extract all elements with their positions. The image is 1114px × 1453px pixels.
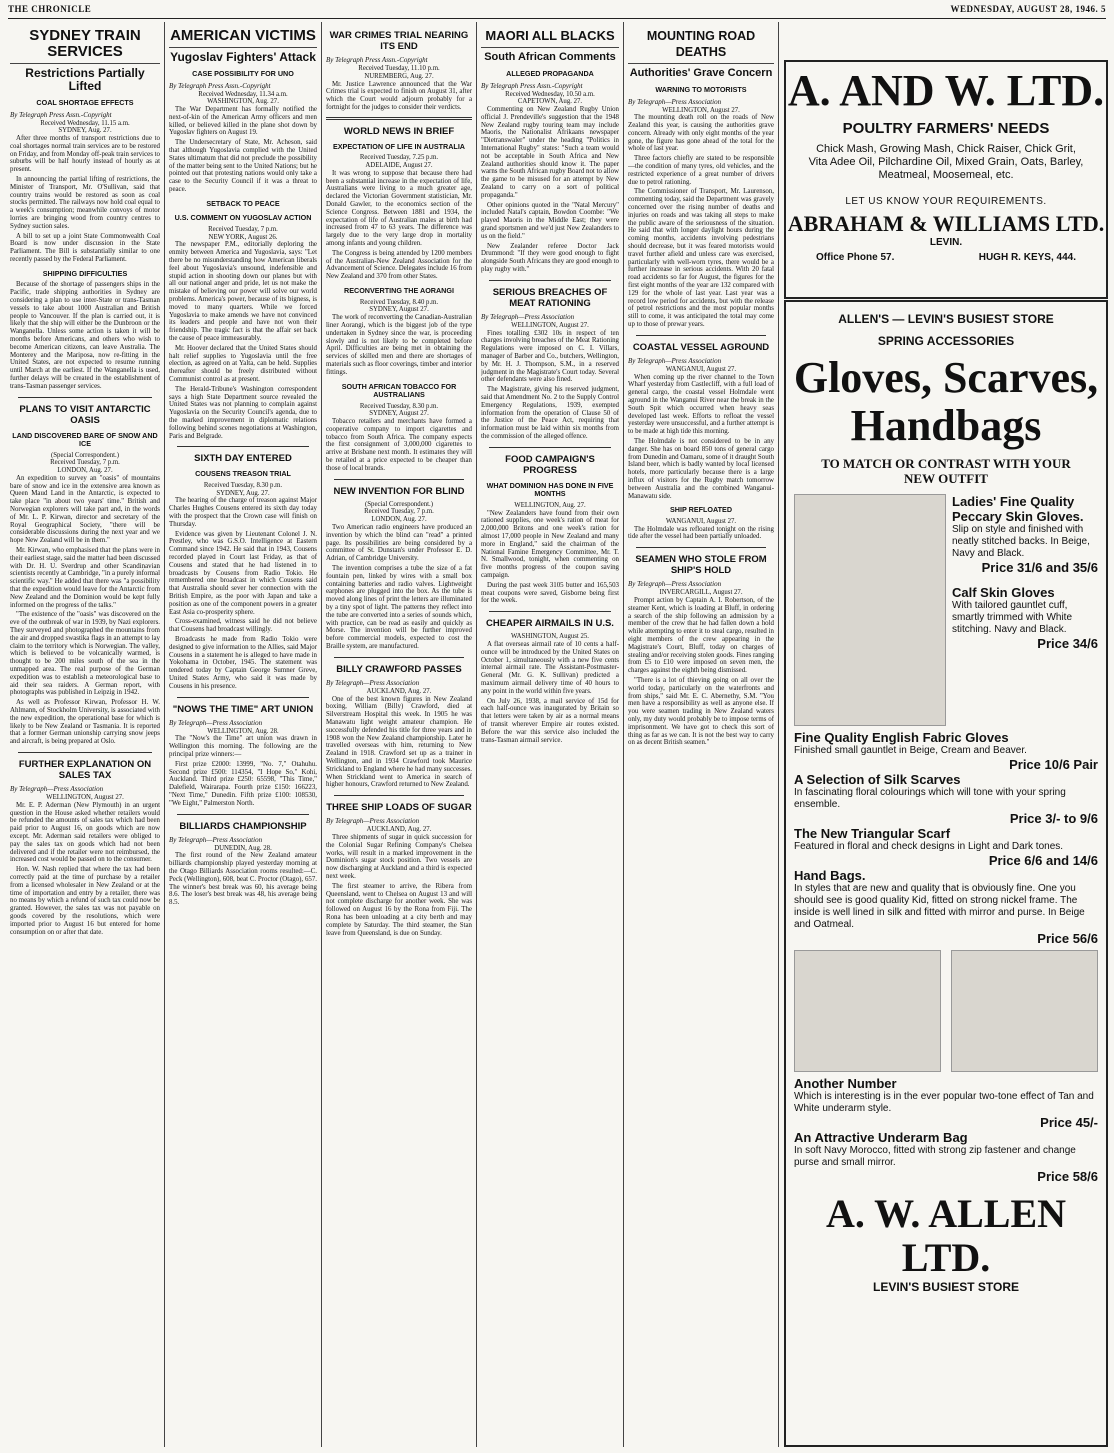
headline: COASTAL VESSEL AGROUND: [632, 341, 770, 353]
column-rule: [321, 22, 322, 1447]
dateline: WELLINGTON, Aug. 28.: [207, 727, 279, 735]
advert-manager: HUGH R. KEYS, 444.: [978, 252, 1076, 263]
subheading: SETBACK TO PEACE: [206, 198, 280, 208]
headline: MAORI ALL BLACKS: [485, 28, 615, 43]
advert-store: ALLEN'S — LEVIN'S BUSIEST STORE: [838, 312, 1054, 326]
paragraph: The mounting death roll on the roads of New Zealand this year, is causing the authorities grave concern. Already with only eight months of the year gone, the figure has gone ahead of the total for the whole of last year.: [628, 114, 774, 153]
column-4: [481, 22, 619, 1447]
dateline: CAPETOWN, Aug. 27.: [517, 98, 583, 106]
dateline: Received Tuesday, 8.30 p.m.: [203, 481, 283, 489]
paragraph: The invention comprises a tube the size of a fat fountain pen, linked by wires with a small box containing batteries and radio valves. Lightweight earphones are plugged into the box. As the tube is moved along lines of print the letters are illuminated by a tiny spot of light. The patterns they reflect into the tube are converted into a series of sounds which, with practice, can be read as easily and quickly as Morse. The invention will be further improved before commercial models, expected to cost the Braille system, are manufactured.: [326, 565, 472, 651]
dateline: (Special Correspondent.): [365, 500, 433, 508]
dateline: Received Tuesday, 8.30 p.m.: [359, 402, 439, 410]
paragraph: Mr. Kirwan, who emphasised that the plans were in their earliest stage, said the matter had been discussed with Dr. H. U. Sverdrup and other Scandinavian scientists recently at Cambridge, "in a purely informal scientific way." He added that there was "a possibility that the expedition would leave for the Antarctic from New Zealand and the Dominion would be kept fully informed on the progress of the talks.": [10, 547, 160, 609]
product-title: Fine Quality English Fabric Gloves: [794, 730, 1009, 745]
paragraph: The hearing of the charge of treason against Major Charles Hughes Cousens entered its sixth day today with the prospect that the Crown case will finish on Thursday.: [169, 497, 317, 528]
column-rule: [164, 22, 165, 1447]
headline: WORLD NEWS IN BRIEF: [343, 125, 455, 137]
headline: South African Comments: [481, 47, 619, 64]
product-price: Price 56/6: [1037, 931, 1098, 946]
paragraph: The Commissioner of Transport, Mr. Laurenson, commenting today, said the Department was gravely concerned over the rising number of deaths and injuries on roads and was taking all steps to make the public aware of the seriousness of the situation. He said that with longer daylight hours during the coming months, accidents involving pedestrians should decrease, but it was feared motorists would travel further afield and unless care was exercised, particularly with well-worn tyres, there would be a further increase in serious accidents. With 20 fatal road accidents so far for August, the figures for the first eight months of the year are 132 compared with 129 for the whole of last year. Last year was a record low period for accidents, but with the release of petrol restrictions and the most popular months still to come, it was anticipated the total may come up to those of prewar years.: [628, 188, 774, 329]
paragraph: It was wrong to suppose that because there had been a substantial increase in the expectation of life, Australians were living to a much greater age, declared the Victorian Government statistician, Mr. Donald Gawler, to the economics section of the Science Congress. Between 1881 and 1934, the expectation of life of Australian males at birth had increased from 47 to 63 years. The difference was largely due to the very large drop in mortality among infants and young children.: [326, 169, 472, 248]
headline: THREE SHIP LOADS OF SUGAR: [326, 802, 472, 814]
paragraph: Mr. Justice Lawrence announced that the War Crimes trial is expected to finish on August 31, after which the Court would adjourn probably for a fortnight for the judges to consider their verdicts.: [326, 80, 472, 111]
byline: By Telegraph Press Assn.-Copyright: [481, 81, 583, 90]
product-description: Which is interesting is in the ever popular two-tone effect of Tan and White underarm style.: [794, 1091, 1094, 1114]
dateline: WELLINGTON, August 27.: [46, 793, 124, 801]
paragraph: The War Department has formally notified the next-of-kin of the American Army officers and men killed, or believed killed in the plane shot down by Yugoslav fighters on August 19.: [169, 106, 317, 137]
paragraph: The work of reconverting the Canadian-Australian liner Aorangi, which is the biggest job of the type undertaken in Sydney since the war, is proceeding slowly and is not likely to be completed before April. Difficulties are being met in obtaining the services of skilled men and there are shortages of materials such as floor coverings, timber and interior fittings.: [326, 314, 472, 376]
paragraph: The newspaper P.M., editorially deploring the enmity between America and Yugoslavia, says: "Let there be no misunderstanding how American liberals feel about Yugoslavia's unsound, indefensible and stupid action in shooting down our planes but with all our national anger and pride, let us not make the mistake of believing our power will solve our world problems. America's power, because of its bigness, is moved to many quarters. While we forced Yugoslavia to make amends we have not convinced its leaders and people and have not won their friendship. The tragic fact is that the affair set back the cause of peace immeasurably.: [169, 241, 317, 343]
handbag-illustration: [794, 950, 941, 1072]
divider: [489, 280, 611, 281]
dateline: AUCKLAND, Aug. 27.: [366, 826, 432, 834]
paragraph: Commenting on New Zealand Rugby Union official J. Prendeville's suggestion that the 1948 New Zealand rugby touring team may include Maoris, the Nationalist Afrikaans newspaper "Dietranswaler" under the heading "Politics in International Rugby" states: "Such a team would not be acceptable in South Africa and New Zealand authorities should know it. The paper warns the South African rugby Board not to allow the game to be misused for an attempt by New Zealand to carry on a sort of political propaganda.": [481, 106, 619, 199]
divider: [177, 814, 309, 815]
dateline: WANGANUI, August 27.: [665, 517, 737, 525]
headline: Authorities' Grave Concern: [628, 63, 774, 80]
paragraph: Three factors chiefly are stated to be responsible—the condition of many tyres, old vehicles, and the restricted experience of a great number of drivers due to petrol rationing.: [628, 155, 774, 186]
divider: [636, 547, 766, 548]
product-title: An Attractive Underarm Bag: [794, 1130, 968, 1145]
headline: AMERICAN VICTIMS: [170, 27, 316, 44]
paragraph: The Congress is being attended by 1200 members of the Australian-New Zealand Association for the Advancement of Science. Delegates include 16 from New Zealand and 370 from other States.: [326, 249, 472, 281]
product-price: Price 6/6 and 14/6: [988, 853, 1098, 868]
headline: SEAMEN WHO STOLE FROM SHIP'S HOLD: [635, 554, 767, 577]
dateline: Received Tuesday, 7.25 p.m.: [359, 154, 439, 162]
column-5: [628, 22, 774, 1447]
product-description: Featured in floral and check designs in Light and Dark tones.: [794, 841, 1064, 852]
subheading: SHIP REFLOATED: [669, 505, 733, 515]
headline: Restrictions Partially Lifted: [10, 63, 160, 93]
headline: PLANS TO VISIT ANTARCTIC OASIS: [19, 403, 151, 426]
dateline: NEW YORK, August 26.: [208, 233, 278, 241]
product-description: Finished small gauntlet in Beige, Cream and Beaver.: [794, 745, 1027, 756]
paragraph: One of the best known figures in New Zealand boxing, William (Billy) Crawford, died at Silverstream Hospital this week. In 1905 he was Manawatu light weight amateur champion. He successfully defended his title for three years and in 1908 won the New Zealand championship. Later he travelled overseas with him, returning to New Zealand in 1918. Crawford set up as a trainer in Wellington, and in 1934 Crawford took Maurice Strickland to England where he had many successes. When Strickland went to America in search of higher honours, Crawford returned to New Zealand.: [326, 695, 472, 789]
dateline: INVERCARGILL, August 27.: [659, 589, 743, 597]
dateline: Received Tuesday, 7 p.m.: [50, 459, 120, 467]
advert-headline: Handbags: [850, 401, 1042, 450]
headline: NEW INVENTION FOR BLIND: [333, 485, 465, 497]
subheading: COAL SHORTAGE EFFECTS: [36, 98, 134, 107]
divider: [489, 447, 611, 448]
advert-brand: A. W. ALLEN LTD.: [825, 1191, 1067, 1280]
subheading: WHAT DOMINION HAS DONE IN FIVE MONTHS: [486, 480, 614, 499]
paragraph: The Undersecretary of State, Mr. Acheson, said that although Yugoslavia complied with the United States ultimatum that did not preclude the possibility of the matter being sent to the United Nations; but he pointed out that protesting nations would only take a case to the Security Council if it was a threat to peace.: [169, 139, 317, 194]
divider: [18, 752, 152, 753]
paragraph: During the past week 3105 butter and 165,503 meat coupons were saved, Gisborne being first for the week.: [481, 581, 619, 605]
byline: By Telegraph—Press Association: [481, 312, 575, 321]
headline: MOUNTING ROAD DEATHS: [646, 29, 756, 59]
paragraph: The Holmdale was refloated tonight on the rising tide after the vessel had been partially unloaded.: [628, 525, 774, 541]
byline: By Telegraph—Press Association: [326, 678, 420, 687]
advert-cta: LET US KNOW YOUR REQUIREMENTS.: [845, 196, 1047, 207]
paragraph: Broadcasts he made from Radio Tokio were designed to give information to the Allies, said Major Cousens in a statement he is alleged to have made in Yokohama in October, 1945. The statement was tendered today by Captain George Sumner Greve, United States Army, who said it was made by Cousens in his presence.: [169, 636, 317, 690]
subheading: U.S. COMMENT ON YUGOSLAV ACTION: [174, 213, 312, 223]
divider: [489, 611, 611, 612]
advert-items: Chick Mash, Growing Mash, Chick Raiser, Chick Grit, Vita Adee Oil, Pilchardine Oil, Mixed Grain, Oats, Barley, Meatmeal, Moosemeal, etc.: [808, 143, 1084, 181]
paragraph: The "Now's the Time" art union was drawn in Wellington this morning. The following are the principal prize winners:—: [169, 735, 317, 758]
headline: SERIOUS BREACHES OF MEAT RATIONING: [492, 286, 608, 309]
subheading: RECONVERTING THE AORANGI: [344, 286, 454, 296]
advert-subtitle: POULTRY FARMERS' NEEDS: [842, 120, 1050, 137]
paragraph: A flat overseas airmail rate of 10 cents a half-ounce will be introduced by the United States on October 1, simultaneously with a new five cents internal airmail rate. The Assistant-Postmaster-General (Mr. G. K. Sullivan) predicted a maximum airmail delivery time of 40 hours to any point in the world within five years.: [481, 640, 619, 695]
headline: BILLY CRAWFORD PASSES: [336, 663, 462, 675]
paragraph: "New Zealanders have found from their own rationed supplies, one week's ration of meat for 2,000,000 Britons and one week's ration for almost 17,000 people in New Zealand and many more in England," said the chairman of the National Famine Emergency Committee, Mr. T. N. Smallwood, tonight, when commenting on five months progress of the coupon saving campaign.: [481, 509, 619, 579]
paragraph: A bill to set up a joint State Commonwealth Coal Board is now under discussion in the State Parliament. The Bill is substantially similar to one recently passed by the Federal Parliament.: [10, 232, 160, 264]
byline: By Telegraph—Press Association: [628, 580, 722, 589]
dateline: SYDNEY, August 27.: [369, 410, 429, 418]
dateline: WELLINGTON, August 27.: [511, 321, 589, 329]
dateline: (Special Correspondent.): [51, 451, 119, 459]
subheading: SOUTH AFRICAN TOBACCO FOR AUSTRALIANS: [341, 381, 457, 399]
dateline: SYDNEY, Aug. 27.: [58, 127, 112, 135]
byline: By Telegraph Press Assn.-Copyright: [169, 81, 271, 90]
divider: [177, 446, 309, 447]
paragraph: "The existence of the "oasis" was discovered on the eve of the outbreak of war in 1939, by Nazi explorers. They surveyed and photographed the mountains from the air and dropped swastika flags in an attempt to lay claim to the territory which is Norwegian. The valley, which is believed to be volcanically warmed, is thought to be 200 miles south of the sea in the unmapped area. The real purpose of the German expedition was to establish a meteorological base to aid their sea raiders. A German report, with photographs was published in Leipzig in 1942.: [10, 611, 160, 697]
product-title: Hand Bags.: [794, 868, 866, 883]
paragraph: Other opinions quoted in the "Natal Mercury" included Natal's captain, Bowdon Coombe: "We played Maoris in the Middle East; they were grand sportsmen and we'd just New Zealanders to us on the field.": [481, 201, 619, 240]
dateline: Received Wednesday, 11.15 a.m.: [40, 119, 130, 127]
column-1: [10, 22, 160, 1447]
paragraph: The Herald-Tribune's Washington correspondent says a high State Department source revealed the United States was not planning to complain against Yugoslavia on the Security Council's agenda, due to the marked improvement in diplomatic relations following behind scenes negotiations at Washington, Paris and Belgrade.: [169, 385, 317, 440]
paragraph: "There is a lot of thieving going on all over the world today, particularly on the waterfronts and from ships," said Mr. E. C. Abernethy, S.M. "You men have a responsibility as well as anyone else. If you were seamen trading in New Zealand waters only, my duty would probably be to impose terms of imprisonment. We have got to check this sort of thing as far as we can. It is not the best way to carry on as decent British seamen.": [628, 677, 774, 747]
paragraph: An expedition to survey an "oasis" of mountains bare of snow and ice in the extensive area known as Queen Maud Land in the Antarctic, is expected to take place "in about two years' time." British and Norwegian explorers will take part and, in the words of Mr. L. P. Kirwan, director and secretary of the Royal Geographical Society, "there will be considerable discussions during the next year and we hope New Zealand will be in them.": [10, 474, 160, 545]
dateline: Received Wednesday, 10.50 a.m.: [505, 90, 595, 98]
byline: By Telegraph—Press Association: [10, 784, 104, 793]
dateline: ADELAIDE, August 27.: [365, 162, 433, 170]
headline: WAR CRIMES TRIAL NEARING ITS END: [329, 30, 469, 52]
advert-tagline: TO MATCH OR CONTRAST WITH YOUR NEW OUTFIT: [821, 456, 1071, 486]
byline: By Telegraph—Press Association: [169, 835, 263, 844]
headline: FURTHER EXPLANATION ON SALES TAX: [18, 758, 152, 781]
divider: [334, 657, 464, 658]
divider: [326, 117, 472, 120]
dateline: LONDON, Aug. 27.: [57, 467, 113, 475]
paragraph: The first steamer to arrive, the Ribera from Queensland, went to Chelsea on August 13 and will not complete discharge for another week. She was followed on August 16 by the Rona from Fiji. The Rona has been unloading at a city berth and may complete by Saturday. The third steamer, the Stan leave from Queensland, is due on Sunday.: [326, 882, 472, 937]
advert-allens: [784, 300, 1108, 1447]
dateline: WASHINGTON, August 25.: [510, 633, 590, 641]
handbag-illustration: [951, 950, 1098, 1072]
byline: By Telegraph—Press Association: [628, 356, 722, 365]
subheading: ALLEGED PROPAGANDA: [506, 69, 594, 78]
paragraph: In announcing the partial lifting of restrictions, the Minister of Transport, Mr. O'Sullivan, said that country trains would be restored as soon as coal stocks permitted. The railways now hold coal equal to a week's consumption; meanwhile convoys of motor lorries are bringing wood from country centres to Sydney suction sales.: [10, 176, 160, 230]
byline: By Telegraph—Press Association: [169, 718, 263, 727]
paragraph: Two American radio engineers have produced an invention by which the blind can "read" a printed page. Its possibilities are being considered by a committee of St. Dunstan's under Professor E. D. Adrian, of Cambridge University.: [326, 524, 472, 563]
paragraph: Three shipments of sugar in quick succession for the Colonial Sugar Refining Company's Chelsea works, will result in a marked improvement in the Dominion's sugar stock position. Two vessels are now discharging at Auckland and a third is expected next week.: [326, 833, 472, 880]
divider: [18, 397, 152, 398]
product-description: Slip on style and finished with neatly stitched backs. In Beige, Navy and Black.: [952, 524, 1090, 559]
paragraph: Hon. W. Nash replied that where the tax had been correctly paid at the time of purchase by a retailer from a licensed wholesaler in New Zealand or at the time of importation and entry by a retailer, there was no means by which a refund of such tax could now be granted. However, the sales tax was not payable on goods covered by the resolutions, which were imported prior to August 16 but entered for home consumption on or after that date.: [10, 866, 160, 936]
product-description: In styles that are new and quality that is obviously fine. One you should see is good quality Kid, fitted on strong nickel frame. The inside is well lined in silk and fitted with mirror and purse. In Beige and Oatmeal.: [794, 883, 1085, 930]
divider: [334, 479, 464, 480]
subheading: CASE POSSIBILITY FOR UNO: [192, 69, 294, 78]
column-rule: [623, 22, 624, 1447]
headline: BILLIARDS CHAMPIONSHIP: [179, 820, 307, 832]
advert-phone: Office Phone 57.: [816, 252, 895, 263]
paragraph: The Magistrate, giving his reserved judgment, said that Amendment No. 2 to the Supply Control Emergency Regulations, 1939, exempted information from the operation of Clause 50 of the Justice of the Peace Act, requiring that information must be laid within six months from the commission of the alleged offence.: [481, 386, 619, 440]
subheading: COUSENS TREASON TRIAL: [195, 469, 291, 479]
product-title: Calf Skin Gloves: [952, 585, 1055, 600]
product-list: [786, 726, 1106, 1188]
headline: FOOD CAMPAIGN'S PROGRESS: [505, 453, 595, 476]
paragraph: Evidence was given by Lieutenant Colonel J. N. Prestley, who was G.S.O. Intelligence at Eastern Command since 1942. He said that in 1943, Cousens recorded played in Court last Friday, as that of Cousens and stated that he had listened in to broadcasts by Cousens from Radio Tokio. He remembered one broadcast in which Cousens said that Australia should sever her connection with the British Empire, as the poor with Japan and take a position as one of the component powers in a greater East Asia co-prosperity sphere.: [169, 530, 317, 616]
byline: By Telegraph—Press Association: [326, 817, 420, 826]
subheading: LAND DISCOVERED BARE OF SNOW AND ICE: [12, 430, 158, 448]
subheading: WARNING TO MOTORISTS: [655, 85, 747, 94]
handbag-illustrations: [794, 950, 1098, 1072]
paper-name: THE CHRONICLE: [8, 4, 92, 14]
product-title: A Selection of Silk Scarves: [794, 772, 961, 787]
dateline: SYDNEY, Aug. 27.: [216, 489, 270, 497]
paragraph: Tobacco retailers and merchants have formed a cooperative company to import cigarettes and tobacco from South Africa. The company expects the first consignment of 3,000,000 cigarettes to arrive at Brisbane next month. It estimates they will be retailed at a price expected to be cheaper than those of local brands.: [326, 418, 472, 472]
product-title: The New Triangular Scarf: [794, 826, 951, 841]
dateline: LONDON, Aug. 27.: [371, 516, 427, 524]
advert-abraham-williams: [784, 60, 1108, 299]
dateline: Received Tuesday, 8.40 p.m.: [359, 298, 439, 306]
dateline: WELLINGTON, Aug. 27.: [514, 501, 586, 509]
advert-season: SPRING ACCESSORIES: [877, 334, 1015, 348]
subheading: EXPECTATION OF LIFE IN AUSTRALIA: [332, 141, 466, 151]
dateline: Received Wednesday, 11.34 a.m.: [198, 90, 288, 98]
advert-town: LEVIN.: [929, 237, 963, 248]
paragraph: Because of the shortage of passengers ships in the Pacific, trade shipping authorities in Sydney are considering a plan to use inter-State or trans-Tasman vessels to take about 1000 Australian and British people to Vancouver. If the plan is carried out, it is likely that the ship will either be the Dunbroon or the Wanganella. Unless some action is taken it will be months before Americans, and others who wish to become American citizens, can leave Australia. The Monterey and the Mariposa, now re-fitting in the United States, are not expected to resume running until March at the earliest. If the Wanganella is used, further delays will be created in the establishment of trans-Tasman passenger services.: [10, 281, 160, 390]
paragraph: On July 26, 1938, a mail service of 15d for each half-ounce was inaugurated by Britain so that letters were taken by air as a normal means of transit wherever Empire air routes existed. Before the war this service also included the trans-Tasman airmail service.: [481, 697, 619, 744]
product-description: In fascinating floral colourings which will tone with your spring ensemble.: [794, 787, 1066, 810]
paragraph: Fines totalling £302 10s in respect of ten charges involving breaches of the Meat Rationing Regulations were imposed on C. I. Villars, manager of Barber and Co., butchers, Wellington, by Mr. H. J. Thompson, S.M., in a reserved judgment in the Magistrate's Court today. Several other defendants were also fined.: [481, 329, 619, 384]
divider: [334, 795, 464, 796]
advert-contact: [786, 248, 1106, 267]
paragraph: The first round of the New Zealand amateur billiards championship played yesterday morning at the Otago Billiards Association rooms resulted:—C. Peck (Wellington), 608, beat C. Proctor (Otago), 657. The winner's best break was 60, his average being 8.6. The loser's best break was 48, his average being 8.5.: [169, 852, 317, 907]
advert-company: ABRAHAM & WILLIAMS LTD.: [787, 211, 1105, 236]
issue-date: WEDNESDAY, AUGUST 28, 1946. 5: [950, 4, 1106, 14]
paragraph: Cross-examined, witness said he did not believe that Cousens had broadcast willingly.: [169, 618, 317, 634]
product-price: Price 45/-: [1040, 1115, 1098, 1130]
product-price: Price 3/- to 9/6: [1009, 811, 1098, 826]
headline: "NOWS THE TIME" ART UNION: [172, 703, 314, 715]
product-row: [786, 494, 1106, 726]
column-rule: [476, 22, 477, 1447]
divider: [636, 335, 766, 336]
column-3: [326, 22, 472, 1447]
dateline: Received Tuesday, 11.10 p.m.: [358, 65, 440, 72]
column-rule: [778, 22, 779, 1447]
advert-headline: Gloves, Scarves,: [793, 353, 1099, 402]
product-description: With tailored gauntlet cuff, smartly trimmed with White stitching. Navy and Black.: [952, 600, 1073, 635]
paragraph: New Zealander referee Doctor Jack Drummond: "If they were good enough to fight alongside South Africans they are good enough to play rugby with.": [481, 242, 619, 274]
dateline: NUREMBERG, Aug. 27.: [364, 72, 434, 80]
masthead: [8, 4, 1106, 19]
gloves-illustration: [794, 494, 946, 726]
dateline: AUCKLAND, Aug. 27.: [366, 687, 432, 695]
product-description: In soft Navy Morocco, fitted with strong zip fastener and change purse and small mirror.: [794, 1145, 1076, 1168]
byline: By Telegraph Press Assn.-Copyright: [10, 110, 112, 119]
product-title: Another Number: [794, 1076, 897, 1091]
headline: SIXTH DAY ENTERED: [194, 453, 292, 465]
paragraph: As well as Professor Kirwan, Professor H. W. Ahlmann, of Stockholm University, is associated with the new expedition, the operational base for which is likely to be New Zealand or Tasmania. It is reported that a former German unionship carrying snow jeeps and aircraft, is being prepared at Oslo.: [10, 699, 160, 746]
subheading: SHIPPING DIFFICULTIES: [42, 268, 128, 278]
dateline: WANGANUI, August 27.: [665, 365, 737, 373]
dateline: DUNEDIN, Aug. 28.: [214, 844, 272, 852]
paragraph: The Holmdale is not considered to be in any danger. She has on board 850 tons of general cargo from Dunedin and Oamaru, some of it draught South Island beer, which is badly wanted by local licensed hotels, more particularly because there is a large influx of visitors for the Rugby match tomorrow between Australia and the combined Wanganui-Manawatu side.: [628, 437, 774, 500]
paragraph: Mr. Hoover declared that the United States should halt relief supplies to Yugoslavia until the free election, as agreed on at Yalta, can be held. Supplies thereafter should be freely distributed without Communist control as at present.: [169, 344, 317, 383]
paragraph: First prize £2000: 13999, "No. 7," Otahuhu. Second prize £500: 114354, "I Hope So," Kohi, Auckland. Third prize £250: 65598, "This Time," Dalefield, Wairarapa. Fourth prize £150: 166223, "Next Time," Dunedin. Fifth prize £100: 108530, "We Eight," Palmerston North.: [169, 760, 317, 807]
paragraph: When coming up the river channel to the Town Wharf yesterday from Castlecliff, with a full load of general cargo, the coastal vessel Holmdale went aground in the Wanganui River near the break in the South Spit which occurred when heavy seas developed last week. Efforts to refloat the vessel yesterday were unsuccessful, and a further attempt is to be made at high tide this morning.: [628, 373, 774, 436]
byline: By Telegraph Press Assn.-Copyright: [326, 56, 428, 64]
product-price: Price 58/6: [1037, 1169, 1098, 1184]
advert-title: A. AND W. LTD.: [787, 66, 1105, 115]
product-price: Price 34/6: [1037, 636, 1098, 651]
dateline: WASHINGTON, Aug. 27.: [207, 98, 279, 106]
product-price: Price 10/6 Pair: [1009, 757, 1098, 772]
dateline: Received Tuesday, 7 p.m.: [364, 508, 434, 516]
dateline: SYDNEY, August 27.: [369, 306, 429, 314]
headline: Yugoslav Fighters' Attack: [169, 47, 317, 64]
paragraph: Prompt action by Captain A. I. Robertson, of the steamer Kent, which is loading at Bluff, in ordering a search of the ship following an admission by a member of the crew that he had fallen down a hold while attempting to enter it to steal cargo, resulted in eight members of the crew appearing in the Magistrate's Court, Bluff, today on charges of stealing and/or receiving stolen goods. Fines ranging from £5 to £10 were imposed on seven men, the charges against the eighth being dismissed.: [628, 597, 774, 675]
column-2: [169, 22, 317, 1447]
dateline: WELLINGTON, August 27.: [662, 106, 740, 114]
product-price: Price 31/6 and 35/6: [981, 560, 1098, 575]
paragraph: After three months of transport restrictions due to coal shortages normal train services are to be restored on Friday, and from Monday off-peak train services to suburbs will be half hourly instead of hourly as at present.: [10, 135, 160, 174]
byline: By Telegraph—Press Association: [628, 97, 722, 106]
headline: SYDNEY TRAIN SERVICES: [29, 27, 141, 60]
product-title: Ladies' Fine Quality Peccary Skin Gloves.: [952, 494, 1084, 524]
dateline: Received Tuesday, 7 p.m.: [208, 225, 278, 233]
paragraph: Mr. E. P. Aderman (New Plymouth) in an urgent question in the House asked whether retailers would be refunded the amounts of sales tax which had been paid prior to August 16, on goods which are now except. Mr. Aderman said retailers were obliged to pay the sales tax on goods which had not been delivered and if the retailer were not reimbursed, the increased cost would be passed on to the consumer.: [10, 801, 160, 864]
divider: [177, 697, 309, 698]
headline: CHEAPER AIRMAILS IN U.S.: [486, 618, 614, 630]
advert-brand-tag: LEVIN'S BUSIEST STORE: [873, 1280, 1019, 1294]
